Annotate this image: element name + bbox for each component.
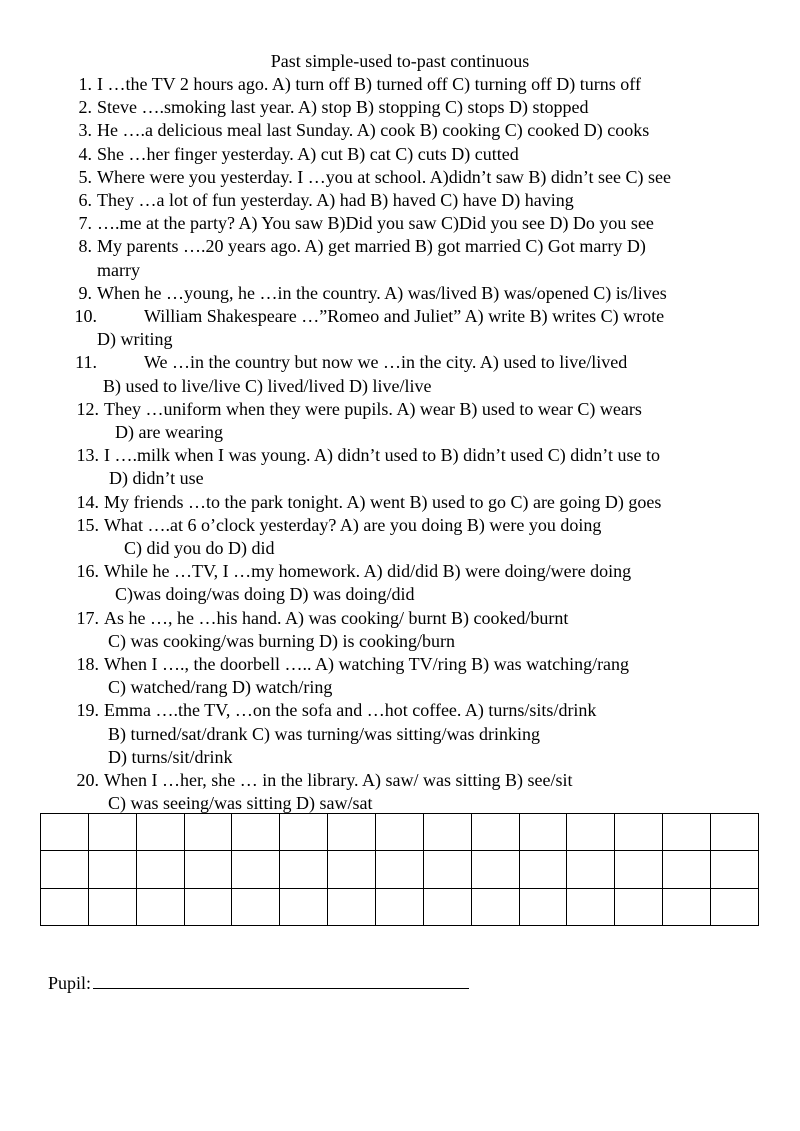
question-number: 12. — [76, 398, 99, 419]
answer-grid-row — [41, 888, 759, 925]
answer-cell[interactable] — [615, 851, 663, 888]
question-number: 9. — [78, 282, 92, 303]
answer-cell[interactable] — [567, 851, 615, 888]
answer-cell[interactable] — [519, 888, 567, 925]
answer-cell[interactable] — [663, 814, 711, 851]
question-number: 13. — [76, 445, 99, 466]
question-text-line: Emma ….the TV, …on the sofa and …hot coffee. A) turns/sits/drink — [104, 700, 597, 721]
question-number: 16. — [76, 561, 99, 582]
answer-cell[interactable] — [232, 814, 280, 851]
question-number: 14. — [76, 491, 99, 512]
question-text-line: My parents ….20 years ago. A) get married B) got married C) Got marry D) — [97, 236, 646, 257]
pupil-field — [48, 970, 469, 995]
question-text-line: As he …, he …his hand. A) was cooking/ burnt B) cooked/burnt — [104, 607, 569, 628]
question-text-line: Where were you yesterday. I …you at school. A)didn’t saw B) didn’t see C) see — [97, 166, 672, 187]
answer-cell[interactable] — [711, 888, 759, 925]
question-number: 17. — [76, 607, 99, 628]
answer-cell[interactable] — [567, 814, 615, 851]
answer-cell[interactable] — [615, 888, 663, 925]
question-text-line: C)was doing/was doing D) was doing/did — [115, 584, 415, 605]
question-text-line: We …in the country but now we …in the city. A) used to live/lived — [144, 352, 628, 373]
question-number: 6. — [78, 190, 92, 210]
question-text-line: When he …young, he …in the country. A) was/lived B) was/opened C) is/lives — [97, 282, 667, 303]
answer-grid-row — [41, 851, 759, 888]
question-number: 10. — [74, 306, 97, 326]
answer-cell[interactable] — [519, 851, 567, 888]
answer-cell[interactable] — [232, 851, 280, 888]
question-text-line: ….me at the party? A) You saw B)Did you saw C)Did you see D) Do you see — [97, 213, 654, 234]
question-text-line: C) watched/rang D) watch/ring — [108, 677, 333, 698]
answer-cell[interactable] — [328, 888, 376, 925]
answer-cell[interactable] — [136, 814, 184, 851]
answer-cell[interactable] — [184, 888, 232, 925]
answer-cell[interactable] — [184, 814, 232, 851]
answer-cell[interactable] — [423, 851, 471, 888]
question-text-line: B) turned/sat/drank C) was turning/was sitting/was drinking — [108, 723, 540, 744]
question-text-line: William Shakespeare …”Romeo and Juliet” A) write B) writes C) wrote — [144, 306, 665, 326]
question-text-line: They …a lot of fun yesterday. A) had B) haved C) have D) having — [97, 190, 574, 210]
question-text-line: C) was seeing/was sitting D) saw/sat — [108, 793, 373, 814]
answer-grid — [40, 813, 759, 926]
answer-cell[interactable] — [88, 851, 136, 888]
answer-cell[interactable] — [376, 814, 424, 851]
answer-cell[interactable] — [567, 888, 615, 925]
pupil-label: Pupil: — [48, 973, 92, 993]
question-text-line: My friends …to the park tonight. A) went B) used to go C) are going D) goes — [104, 491, 662, 512]
answer-cell[interactable] — [136, 888, 184, 925]
answer-cell[interactable] — [328, 814, 376, 851]
answer-cell[interactable] — [41, 888, 89, 925]
answer-cell[interactable] — [88, 814, 136, 851]
answer-cell[interactable] — [184, 851, 232, 888]
question-number: 8. — [78, 236, 92, 257]
answer-cell[interactable] — [41, 814, 89, 851]
answer-cell[interactable] — [471, 851, 519, 888]
question-text-line: B) used to live/live C) lived/lived D) live/live — [103, 375, 432, 396]
question-text-line: D) writing — [97, 329, 173, 350]
question-text-line: D) are wearing — [115, 422, 223, 442]
question-number: 19. — [76, 700, 99, 721]
question-number: 2. — [78, 97, 92, 118]
answer-cell[interactable] — [88, 888, 136, 925]
answer-cell[interactable] — [376, 851, 424, 888]
question-text-line: They …uniform when they were pupils. A) wear B) used to wear C) wears — [104, 398, 642, 419]
answer-cell[interactable] — [376, 888, 424, 925]
question-text-line: While he …TV, I …my homework. A) did/did B) were doing/were doing — [104, 561, 632, 582]
question-number: 5. — [78, 166, 92, 187]
pupil-name-line — [93, 970, 469, 989]
question-text-line: He ….a delicious meal last Sunday. A) cook B) cooking C) cooked D) cooks — [97, 120, 650, 141]
answer-cell[interactable] — [519, 814, 567, 851]
answer-cell[interactable] — [663, 888, 711, 925]
answer-cell[interactable] — [232, 888, 280, 925]
question-text-line: I ….milk when I was young. A) didn’t used to B) didn’t used C) didn’t use to — [104, 445, 660, 466]
question-text-line: I …the TV 2 hours ago. A) turn off B) turned off C) turning off D) turns off — [97, 74, 641, 94]
answer-cell[interactable] — [280, 888, 328, 925]
question-text-line: C) did you do D) did — [124, 538, 275, 558]
answer-cell[interactable] — [615, 814, 663, 851]
question-text-line: C) was cooking/was burning D) is cooking/burn — [108, 630, 455, 651]
question-number: 11. — [75, 352, 97, 373]
question-text-line: When I …., the doorbell ….. A) watching TV/ring B) was watching/rang — [104, 654, 630, 674]
question-text-line: marry — [97, 259, 140, 280]
question-number: 18. — [76, 654, 99, 674]
answer-grid-row — [41, 814, 759, 851]
question-text-line: D) didn’t use — [109, 468, 204, 489]
answer-cell[interactable] — [328, 851, 376, 888]
question-text-line: She …her finger yesterday. A) cut B) cat C) cuts D) cutted — [97, 143, 519, 164]
answer-cell[interactable] — [41, 851, 89, 888]
question-text-line: What ….at 6 o’clock yesterday? A) are you doing B) were you doing — [104, 514, 602, 535]
answer-cell[interactable] — [711, 814, 759, 851]
answer-cell[interactable] — [471, 814, 519, 851]
question-text-line: D) turns/sit/drink — [108, 746, 233, 767]
answer-cell[interactable] — [423, 888, 471, 925]
answer-cell[interactable] — [423, 814, 471, 851]
question-number: 3. — [78, 120, 92, 141]
answer-cell[interactable] — [471, 888, 519, 925]
answer-cell[interactable] — [136, 851, 184, 888]
answer-cell[interactable] — [280, 851, 328, 888]
question-number: 1. — [78, 74, 92, 94]
answer-cell[interactable] — [280, 814, 328, 851]
question-text-line: When I …her, she … in the library. A) saw/ was sitting B) see/sit — [104, 770, 573, 790]
question-number: 4. — [78, 143, 92, 164]
answer-cell[interactable] — [663, 851, 711, 888]
question-text-line: Steve ….smoking last year. A) stop B) stopping C) stops D) stopped — [97, 97, 589, 118]
answer-cell[interactable] — [711, 851, 759, 888]
page-title: Past simple-used to-past continuous — [270, 51, 530, 71]
question-number: 20. — [76, 770, 99, 790]
question-number: 15. — [76, 514, 99, 535]
question-number: 7. — [78, 213, 92, 234]
